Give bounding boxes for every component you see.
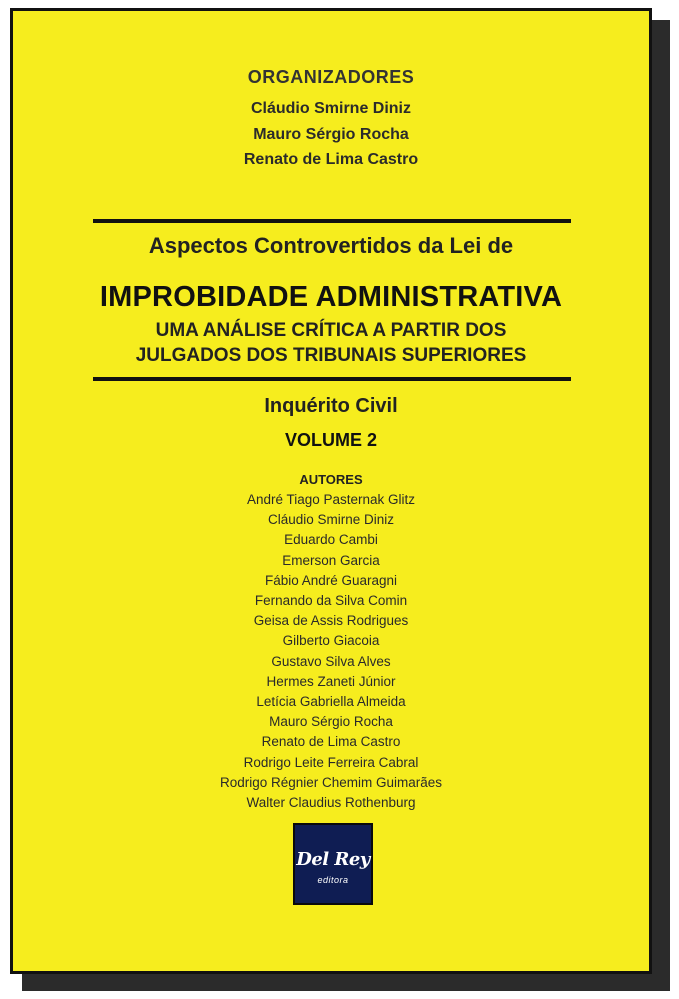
organizer-name: Renato de Lima Castro [243, 151, 419, 168]
author-name: Fernando da Silva Comin [254, 593, 408, 609]
author-name: Rodrigo Leite Ferreira Cabral [243, 754, 419, 770]
author-name: Fábio André Guaragni [264, 572, 398, 588]
author-name: Cláudio Smirne Diniz [267, 512, 395, 528]
author-name: Mauro Sérgio Rocha [269, 714, 393, 730]
authors-heading: AUTORES [299, 472, 363, 487]
organizers-heading: ORGANIZADORES [247, 67, 415, 87]
book-cover [10, 8, 652, 974]
author-name: André Tiago Pasternak Glitz [246, 492, 416, 507]
author-name: Emerson Garcia [282, 552, 380, 568]
top-rule [93, 219, 571, 223]
author-name: Gilberto Giacoia [282, 633, 380, 649]
title-line-1: Aspectos Controvertidos da Lei de [148, 233, 514, 258]
authors-list [13, 490, 649, 813]
title-line-3: UMA ANÁLISE CRÍTICA A PARTIR DOS [155, 320, 507, 341]
author-name: Eduardo Cambi [284, 532, 378, 548]
subtitle: Inquérito Civil [264, 395, 398, 417]
author-name: Letícia Gabriella Almeida [256, 694, 406, 710]
author-name: Geisa de Assis Rodrigues [253, 613, 409, 629]
author-name: Rodrigo Régnier Chemim Guimarães [219, 774, 443, 790]
organizer-name: Cláudio Smirne Diniz [250, 100, 411, 117]
title-line-2: IMPROBIDADE ADMINISTRATIVA [99, 281, 563, 313]
title-line-4: JULGADOS DOS TRIBUNAIS SUPERIORES [135, 345, 527, 366]
author-name: Renato de Lima Castro [261, 734, 401, 750]
bottom-rule [93, 377, 571, 381]
author-name: Hermes Zaneti Júnior [266, 673, 396, 689]
publisher-logo [293, 823, 373, 905]
volume-label: VOLUME 2 [284, 430, 377, 450]
publisher-brand: Del Rey [296, 849, 370, 870]
author-name: Gustavo Silva Alves [271, 653, 391, 669]
author-name: Walter Claudius Rothenburg [246, 795, 416, 811]
organizer-name: Mauro Sérgio Rocha [253, 126, 409, 143]
publisher-sub: editora [317, 875, 349, 885]
